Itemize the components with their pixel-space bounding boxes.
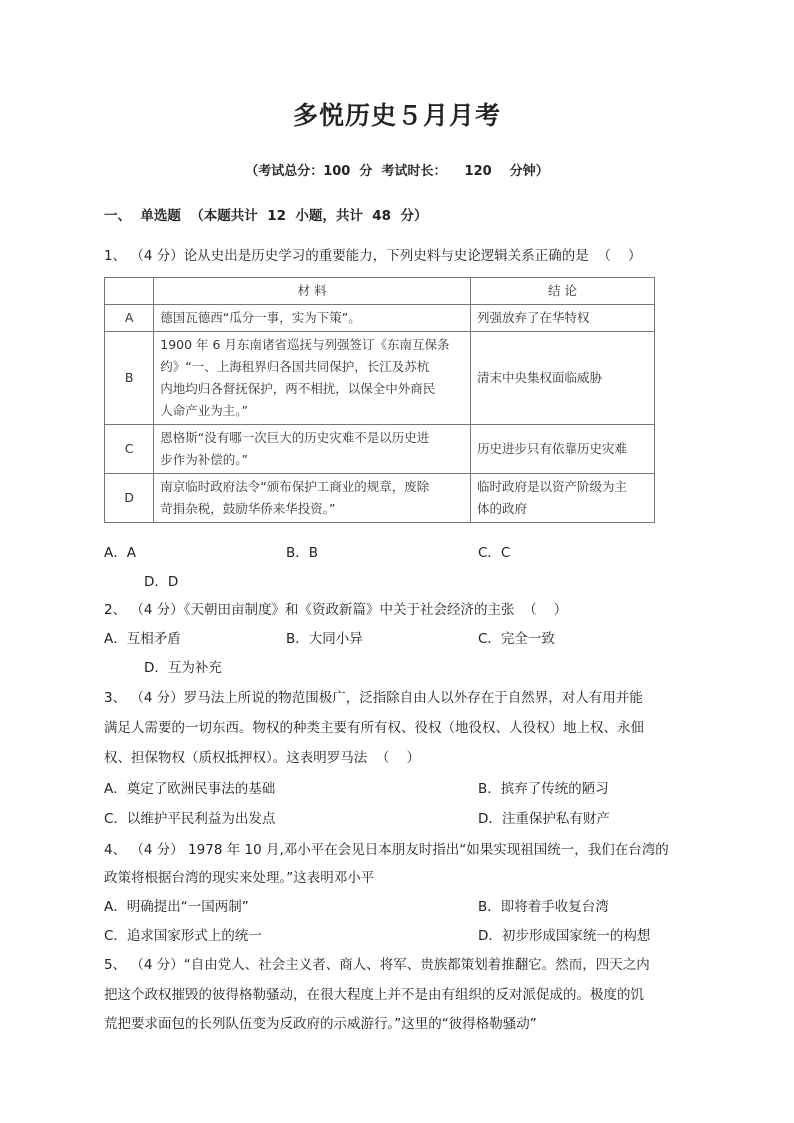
conclusion-line: 临时政府是以资产阶级为主 [476,479,627,494]
q2-option-b[interactable]: B．大同小异 [286,631,363,647]
table-row [105,305,655,332]
q2-option-a[interactable]: A．互相矛盾 [104,631,181,647]
material-line: 恩格斯“没有哪一次巨大的历史灾难不是以历史进 [160,430,430,445]
question-4-line: 政策将根据台湾的现实来处理。”这表明邓小平 [104,870,375,886]
question-1-table [104,277,655,523]
question-3-line: 权、担保物权（质权抵押权）。这表明罗马法 （ ） [104,750,420,766]
row-key: C [105,425,154,474]
material-line: 苛捐杂税，鼓励华侨来华投资。” [160,501,336,516]
q1-option-d[interactable]: D．D [144,574,179,590]
material-line: 内地均归各督抚保护，两不相扰，以保全中外商民 [160,381,436,396]
row-material [154,474,471,523]
row-conclusion [470,305,654,332]
row-conclusion [470,474,654,523]
material-line: 步作为补偿的。” [160,452,248,467]
material-line: 人命产业为主。” [160,403,248,418]
q3-option-c[interactable]: C．以维护平民利益为出发点 [104,811,276,827]
question-2-stem: 2、 （4 分）《天朝田亩制度》和《资政新篇》中关于社会经济的主张 （ ） [104,602,568,618]
question-5-line: 把这个政权摧毁的彼得格勒骚动，在很大程度上并不是由有组织的反对派促成的。极度的饥 [104,987,644,1003]
row-material [154,332,471,425]
q1-option-a[interactable]: A．A [104,545,136,561]
q1-option-b[interactable]: B．B [286,545,319,561]
conclusion-line: 历史进步只有依靠历史灾难 [476,441,627,456]
row-conclusion [470,332,654,425]
table-header-row [105,278,655,305]
conclusion-line: 清末中央集权面临威胁 [476,370,602,385]
q4-option-b[interactable]: B．即将着手收复台湾 [478,899,609,915]
question-4-line: 4、 （4 分） 1978 年 10 月,邓小平在会见日本朋友时指出“如果实现祖国统一，我们在台湾的 [104,842,669,858]
exam-info: （考试总分：100 分 考试时长： 120 分钟） [245,164,549,179]
row-key: A [105,305,154,332]
material-line: 约》“一、上海租界归各国共同保护，长江及苏杭 [160,359,430,374]
material-line: 德国瓦德西“瓜分一事，实为下策”。 [160,310,361,325]
table-row [105,425,655,474]
q3-option-d[interactable]: D．注重保护私有财产 [478,811,610,827]
row-material [154,425,471,474]
section-heading: 一、 单选题 （本题共计 12 小题，共计 48 分） [104,208,428,224]
q3-option-a[interactable]: A．奠定了欧洲民事法的基础 [104,781,276,797]
q2-option-d[interactable]: D．互为补充 [144,660,222,676]
table-header-conclusion: 结 论 [470,278,654,305]
table-row [105,474,655,523]
material-line: 南京临时政府法令“颁布保护工商业的规章，废除 [160,479,430,494]
conclusion-line: 列强放弃了在华特权 [476,310,590,325]
q3-option-b[interactable]: B．摈弃了传统的陋习 [478,781,609,797]
row-conclusion [470,425,654,474]
row-key: B [105,332,154,425]
q2-option-c[interactable]: C．完全一致 [478,631,555,647]
table-header-material: 材 料 [154,278,471,305]
material-line: 1900 年 6 月东南诸省巡抚与列强签订《东南互保条 [160,337,450,352]
question-3-line: 满足人需要的一切东西。物权的种类主要有所有权、役权（地役权、人役权）地上权、永佃 [104,720,644,736]
question-3-line: 3、 （4 分）罗马法上所说的物范围极广，泛指除自由人以外存在于自然界，对人有用并能 [104,690,643,706]
table-header-key [105,278,154,305]
table-row [105,332,655,425]
q1-option-c[interactable]: C．C [478,545,511,561]
question-1-stem: 1、 （4 分）论从史出是历史学习的重要能力，下列史料与史论逻辑关系正确的是 （ ） [104,248,642,264]
q4-option-c[interactable]: C．追求国家形式上的统一 [104,928,262,944]
question-5-line: 5、 （4 分）“自由党人、社会主义者、商人、将军、贵族都策划着推翻它。然而，四天之内 [104,957,650,973]
question-5-line: 荒把要求面包的长列队伍变为反政府的示威游行。”这里的“彼得格勒骚动” [104,1016,537,1032]
q4-option-d[interactable]: D．初步形成国家统一的构想 [478,928,651,944]
page-title: 多悦历史５月月考 [292,101,501,130]
row-key: D [105,474,154,523]
row-material [154,305,471,332]
q4-option-a[interactable]: A．明确提出“一国两制” [104,899,249,915]
conclusion-line: 体的政府 [476,501,527,516]
